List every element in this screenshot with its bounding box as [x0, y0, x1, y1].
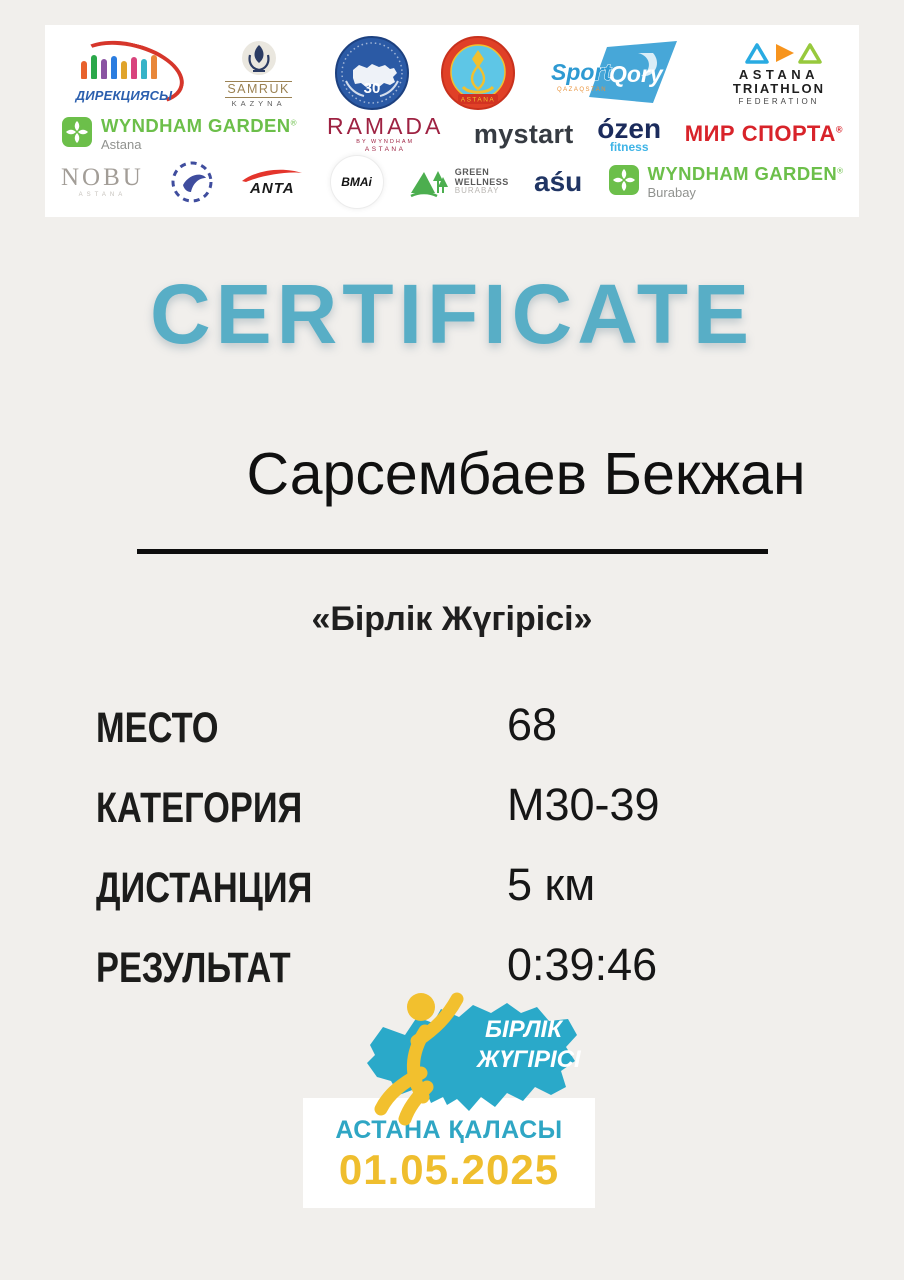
triathlon-line1: ASTANA — [738, 66, 820, 82]
anta-brand: ANTA — [250, 180, 295, 198]
logo-mystart — [474, 120, 574, 148]
triathlon-triangles-icon — [734, 40, 824, 66]
sponsor-row-1 — [61, 35, 843, 111]
logo-green-wellness — [409, 165, 509, 199]
mystart-brand: mystart — [473, 118, 574, 149]
name-underline — [137, 549, 768, 554]
samruk-bird-icon — [239, 39, 279, 79]
joma-icon — [169, 159, 215, 205]
wyndham-leaf-icon — [608, 164, 640, 196]
logo-bmai — [330, 155, 384, 209]
ramada-brand: RAMADA — [326, 113, 444, 140]
asu-brand: aśu — [534, 166, 583, 198]
triathlon-line3: FEDERATION — [738, 96, 820, 106]
nobu-brand: NOBU — [61, 164, 144, 192]
logo-direkciyasy — [61, 41, 183, 105]
ramada-sub2: ASTANA — [364, 146, 406, 154]
certificate-title: CERTIFICATE — [149, 267, 755, 361]
field-label: МЕСТО — [96, 704, 219, 752]
nobu-sub: ASTANA — [78, 192, 127, 199]
field-value: М30-39 — [507, 779, 660, 830]
wyndham-leaf-icon — [61, 116, 93, 148]
field-row-category — [96, 768, 816, 848]
logo-wyndham-garden-burabay — [608, 164, 843, 199]
astana-emblem-icon — [440, 35, 516, 111]
sport-word: Sport — [551, 59, 612, 86]
logo-30-years-emblem — [334, 35, 410, 111]
logo-ramada — [320, 114, 450, 154]
ramada-sub1: BY WYNDHAM — [356, 139, 415, 146]
runner-head-icon — [407, 993, 435, 1021]
logo-anta — [240, 167, 304, 197]
triathlon-line2: TRIATHLON — [732, 81, 826, 97]
astana-emblem-label: ASTANA — [460, 96, 496, 104]
field-value: 0:39:46 — [507, 939, 658, 990]
30-years-number: 30 — [363, 80, 381, 98]
footer-date: 01.05.2025 — [338, 1146, 560, 1193]
qory-word: Qory — [609, 61, 664, 88]
wyndham-astana-brand: WYNDHAM GARDEN — [101, 115, 291, 137]
race-logo-line2: ЖҮГІРІСІ — [477, 1046, 581, 1073]
recipient-name: Сарсембаев Бекжан — [246, 441, 806, 507]
birlik-zhugirisi-logo — [325, 985, 595, 1135]
ozen-brand: ózen — [597, 113, 662, 145]
logo-asu — [534, 167, 582, 196]
ozen-sub: fitness — [609, 140, 649, 155]
samruk-label: SAMRUK — [225, 81, 291, 98]
field-value: 68 — [507, 699, 558, 750]
30-years-emblem-icon — [334, 35, 410, 111]
field-row-distance — [96, 848, 816, 928]
qazaqstan-subtext: QAZAQSTAN — [557, 87, 608, 94]
logo-astana-triathlon — [715, 40, 843, 107]
green-wellness-line3: BURABAY — [454, 186, 500, 196]
green-wellness-line2: WELLNESS — [454, 176, 509, 187]
sponsor-row-2 — [61, 111, 843, 157]
sport-qory-icon — [545, 41, 685, 105]
green-wellness-icon — [409, 165, 449, 199]
bmai-brand: BMAi — [341, 174, 372, 189]
logo-astana-city-emblem — [440, 35, 516, 111]
mir-sporta-brand: МИР СПОРТА — [684, 121, 836, 147]
logo-samruk-kazyna — [213, 39, 305, 108]
logo-nobu — [61, 165, 144, 199]
field-label: РЕЗУЛЬТАТ — [96, 944, 291, 992]
kazyna-label: KAZYNA — [231, 98, 286, 108]
logo-ozen-fitness — [597, 114, 661, 154]
field-row-place — [96, 688, 816, 768]
event-name: «Бірлік Жүгірісі» — [311, 600, 593, 638]
wyndham-burabay-brand: WYNDHAM GARDEN — [647, 163, 838, 185]
footer-city: АСТАНА ҚАЛАСЫ — [335, 1116, 563, 1144]
field-label: ДИСТАНЦИЯ — [96, 864, 313, 912]
mir-sporta-reg: ® — [835, 125, 843, 136]
sponsor-row-3 — [61, 157, 843, 207]
logo-sport-qory — [545, 41, 685, 105]
sponsor-logo-strip — [45, 25, 859, 217]
logo-wyndham-garden-astana — [61, 116, 296, 151]
direkciyasy-figures-icon — [81, 53, 157, 79]
wyndham-burabay-reg: ® — [837, 166, 843, 176]
field-value: 5 км — [507, 859, 596, 910]
logo-joma — [169, 159, 215, 205]
wyndham-burabay-city: Burabay — [647, 185, 696, 201]
direkciyasy-label: ДИРЕКЦИЯСЫ — [75, 88, 173, 104]
result-fields — [96, 688, 816, 1008]
wyndham-astana-city: Astana — [101, 137, 142, 153]
wyndham-astana-reg: ® — [290, 118, 297, 128]
race-logo-line1: БІРЛІК — [485, 1016, 562, 1043]
logo-mir-sporta — [685, 122, 843, 145]
field-label: КАТЕГОРИЯ — [96, 784, 303, 832]
green-wellness-line1: GREEN — [454, 167, 490, 178]
